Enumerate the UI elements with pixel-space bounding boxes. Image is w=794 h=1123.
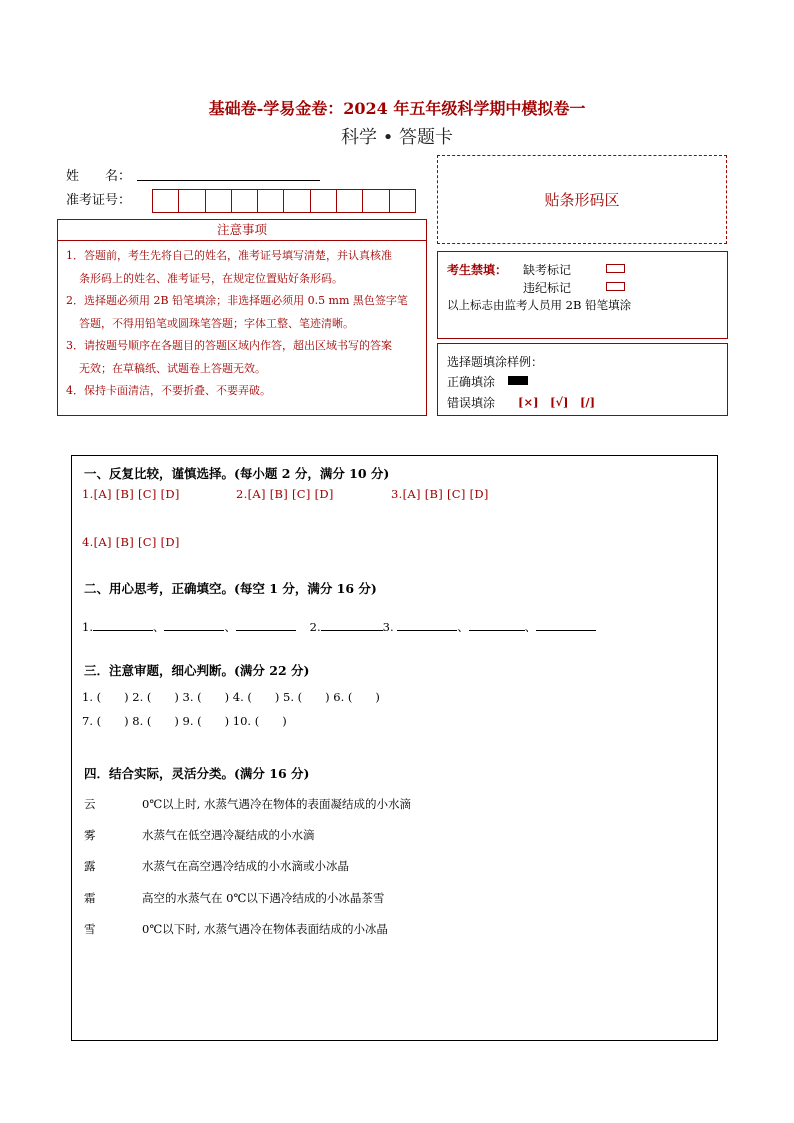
classify-desc: 高空的水蒸气在 0℃以下遇冷结成的小冰晶茶雪 — [142, 891, 385, 905]
correct-fill-label: 正确填涂 — [447, 375, 496, 389]
correct-fill-sample — [508, 376, 528, 385]
blank-line[interactable] — [164, 618, 224, 631]
id-label: 准考证号： — [66, 193, 132, 208]
forbidden-label: 考生禁填： — [447, 263, 508, 277]
fill-blank-row — [82, 618, 596, 635]
blank-line[interactable] — [469, 618, 525, 631]
classify-term: 云 — [84, 797, 96, 811]
judge-row-2[interactable]: 7. ( ) 8. ( ) 9. ( ) 10. ( ) — [82, 714, 287, 728]
classify-term: 雪 — [84, 922, 96, 936]
blank-line[interactable] — [536, 618, 596, 631]
blank-number: 2. — [309, 620, 321, 634]
absent-label: 缺考标记 — [523, 263, 572, 277]
page-subtitle: 科学 • 答题卡 — [340, 127, 454, 148]
blank-line[interactable] — [236, 618, 296, 631]
barcode-area — [437, 155, 727, 244]
name-label: 姓 名： — [66, 169, 132, 184]
wrong-fill-label: 错误填涂 — [447, 396, 496, 410]
fill-sample-title: 选择题填涂样例： — [447, 355, 544, 369]
notice-item: 1．答题前，考生先将自己的姓名，准考证号填写清楚，并认真核准 — [66, 249, 392, 262]
classify-term: 霜 — [84, 891, 96, 905]
section4-heading: 四．结合实际，灵活分类。(满分 16 分) — [84, 766, 310, 781]
classify-desc: 0℃以上时, 水蒸气遇冷在物体的表面凝结成的小水滴 — [142, 797, 411, 811]
classify-desc: 水蒸气在高空遇冷结成的小水滴或小冰晶 — [142, 859, 349, 873]
section1-heading: 一、反复比较，谨慎选择。(每小题 2 分，满分 10 分) — [84, 466, 390, 481]
section2-heading: 二、用心思考，正确填空。(每空 1 分，满分 16 分) — [84, 581, 377, 596]
notice-item-cont: 无效；在草稿纸、试题卷上答题无效。 — [79, 361, 266, 375]
classify-desc: 水蒸气在低空遇冷凝结成的小水滴 — [142, 828, 315, 842]
page-title: 基础卷-学易金卷：2024 年五年级科学期中模拟卷一 — [208, 99, 586, 118]
blank-number: 1. — [82, 620, 93, 634]
forbidden-box — [437, 251, 728, 339]
exam-id-boxes[interactable] — [152, 189, 416, 213]
section3-heading: 三．注意审题，细心判断。(满分 22 分) — [84, 663, 310, 678]
id-digit-cell[interactable] — [179, 190, 205, 212]
notice-heading: 注意事项 — [57, 219, 427, 241]
fill-sample-box — [437, 343, 728, 416]
blank-line[interactable] — [321, 618, 383, 631]
violation-mark-box[interactable] — [606, 282, 625, 291]
id-digit-cell[interactable] — [153, 190, 179, 212]
classify-desc: 0℃以下时, 水蒸气遇冷在物体表面结成的小冰晶 — [142, 922, 388, 936]
answer-area — [71, 455, 718, 1041]
id-digit-cell[interactable] — [311, 190, 337, 212]
choice-q1[interactable]: 1.[A] [B] [C] [D] — [82, 487, 180, 501]
blank-separator: 、 — [152, 620, 165, 634]
barcode-area-label: 贴条形码区 — [544, 191, 620, 209]
notice-item: 3．请按题号顺序在各题目的答题区域内作答，超出区域书写的答案 — [66, 339, 392, 352]
judge-row-1[interactable]: 1. ( ) 2. ( ) 3. ( ) 4. ( ) 5. ( ) 6. ( ) — [82, 690, 380, 704]
name-field[interactable] — [137, 180, 320, 181]
blank-line[interactable] — [93, 618, 153, 631]
blank-number: 3. — [382, 620, 394, 634]
choice-q2[interactable]: 2.[A] [B] [C] [D] — [236, 487, 334, 501]
classify-term: 露 — [84, 859, 96, 873]
blank-line[interactable] — [397, 618, 457, 631]
classify-term: 雾 — [84, 828, 96, 842]
choice-q3[interactable]: 3.[A] [B] [C] [D] — [391, 487, 489, 501]
id-digit-cell[interactable] — [258, 190, 284, 212]
id-digit-cell[interactable] — [206, 190, 232, 212]
blank-separator: 、 — [524, 620, 537, 634]
id-digit-cell[interactable] — [337, 190, 363, 212]
blank-separator: 、 — [224, 620, 236, 634]
absent-mark-box[interactable] — [606, 264, 625, 273]
choice-q4[interactable]: 4.[A] [B] [C] [D] — [82, 535, 180, 549]
violation-label: 违纪标记 — [523, 281, 572, 295]
wrong-fill-marks: [×] [√] [/] — [518, 395, 596, 409]
notice-item-cont: 条形码上的姓名、准考证号，在规定位置贴好条形码。 — [79, 271, 343, 285]
id-digit-cell[interactable] — [284, 190, 310, 212]
notice-body — [57, 241, 427, 416]
notice-item-cont: 答题，不得用铅笔或圆珠笔答题；字体工整、笔迹清晰。 — [79, 316, 354, 330]
id-digit-cell[interactable] — [232, 190, 258, 212]
id-digit-cell[interactable] — [390, 190, 415, 212]
notice-item: 2．选择题必须用 2B 铅笔填涂；非选择题必须用 0.5 mm 黑色签字笔 — [66, 294, 408, 307]
blank-separator: 、 — [457, 620, 469, 634]
forbidden-note: 以上标志由监考人员用 2B 铅笔填涂 — [447, 298, 632, 312]
id-digit-cell[interactable] — [363, 190, 389, 212]
notice-item: 4．保持卡面清洁，不要折叠、不要弄破。 — [66, 384, 271, 397]
